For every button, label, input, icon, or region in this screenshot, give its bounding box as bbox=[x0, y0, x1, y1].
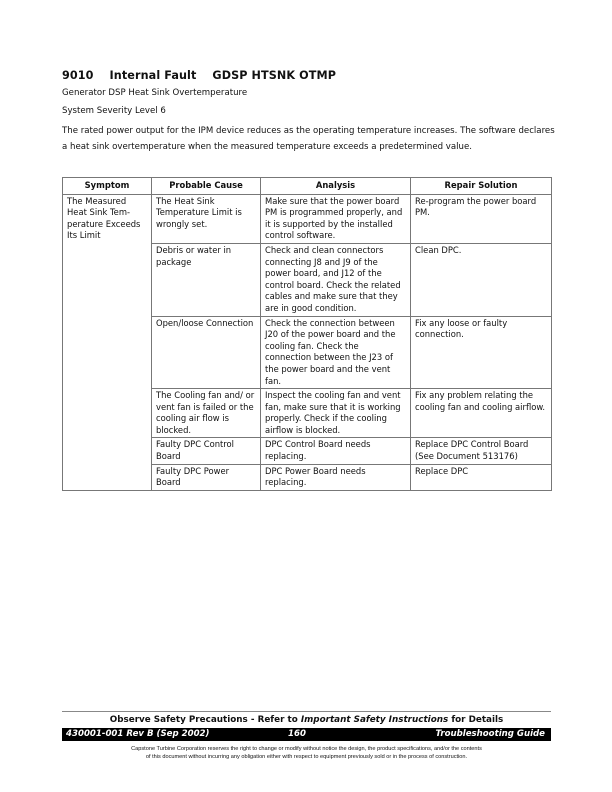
header-probable-cause: Probable Cause bbox=[152, 178, 261, 195]
table-row bbox=[63, 194, 552, 243]
cause-cell: The Heat Sink Temperature Limit is wrongly set. bbox=[152, 194, 261, 243]
notice-prefix: Observe Safety Precautions - Refer to bbox=[109, 715, 301, 725]
fault-name: Internal Fault bbox=[109, 69, 197, 82]
notice-suffix: for Details bbox=[448, 715, 504, 725]
cause-cell: Debris or water in package bbox=[152, 243, 261, 316]
analysis-cell: Inspect the cooling fan and vent fan, make sure that it is working properly. Check if the cooling airflow is blocked. bbox=[261, 389, 411, 438]
page-number: 160 bbox=[288, 729, 306, 739]
table-header-row bbox=[63, 178, 552, 195]
symptom-cell: The Measured Heat Sink Tem-perature Exceeds Its Limit bbox=[63, 194, 152, 490]
header-analysis: Analysis bbox=[261, 178, 411, 195]
analysis-cell: Check the connection between J20 of the power board and the cooling fan. Check the connection between the J23 of the power board and the vent fan. bbox=[261, 316, 411, 389]
footer-divider bbox=[62, 711, 551, 712]
analysis-cell: Check and clean connectors connecting J8 and J9 of the power board, and J12 of the control board. Check the related cables and make sure that they are in good condition. bbox=[261, 243, 411, 316]
repair-cell: Fix any problem relating the cooling fan and cooling airflow. bbox=[411, 389, 552, 438]
disclaimer-line-1: Capstone Turbine Corporation reserves the right to change or modify without notice the design, the product specifications, and/or the contents bbox=[131, 746, 482, 752]
disclaimer bbox=[62, 745, 551, 761]
fault-description: The rated power output for the IPM device reduces as the operating temperature increases. The software declares a heat sink overtemperature when the measured temperature exceeds a predetermined value. bbox=[62, 126, 555, 152]
analysis-cell: DPC Control Board needs replacing. bbox=[261, 438, 411, 464]
fault-code: 9010 bbox=[62, 69, 94, 82]
analysis-cell: DPC Power Board needs replacing. bbox=[261, 464, 411, 490]
cause-cell: Faulty DPC Control Board bbox=[152, 438, 261, 464]
analysis-cell: Make sure that the power board PM is programmed properly, and it is supported by the installed control software. bbox=[261, 194, 411, 243]
repair-cell: Clean DPC. bbox=[411, 243, 552, 316]
disclaimer-line-2: of this document without incurring any obligation either with respect to equipment previously sold or in the process of construction. bbox=[145, 754, 468, 760]
repair-cell: Replace DPC Control Board (See Document 513176) bbox=[411, 438, 552, 464]
fault-tag: GDSP HTSNK OTMP bbox=[212, 69, 336, 82]
notice-emphasis: Important Safety Instructions bbox=[300, 715, 449, 725]
fault-title bbox=[62, 69, 336, 82]
guide-title: Troubleshooting Guide bbox=[435, 729, 545, 739]
severity-level: System Severity Level 6 bbox=[62, 106, 166, 116]
cause-cell: Faulty DPC Power Board bbox=[152, 464, 261, 490]
repair-cell: Re-program the power board PM. bbox=[411, 194, 552, 243]
fault-subtitle: Generator DSP Heat Sink Overtemperature bbox=[62, 88, 248, 98]
document-id: 430001-001 Rev B (Sep 2002) bbox=[66, 729, 210, 739]
header-symptom: Symptom bbox=[63, 178, 152, 195]
repair-cell: Fix any loose or faulty connection. bbox=[411, 316, 552, 389]
repair-cell: Replace DPC bbox=[411, 464, 552, 490]
cause-cell: The Cooling fan and/ or vent fan is failed or the cooling air flow is blocked. bbox=[152, 389, 261, 438]
footer-bar bbox=[62, 728, 551, 741]
troubleshooting-table bbox=[62, 177, 552, 491]
safety-notice bbox=[62, 715, 551, 725]
header-repair-solution: Repair Solution bbox=[411, 178, 552, 195]
cause-cell: Open/loose Connection bbox=[152, 316, 261, 389]
